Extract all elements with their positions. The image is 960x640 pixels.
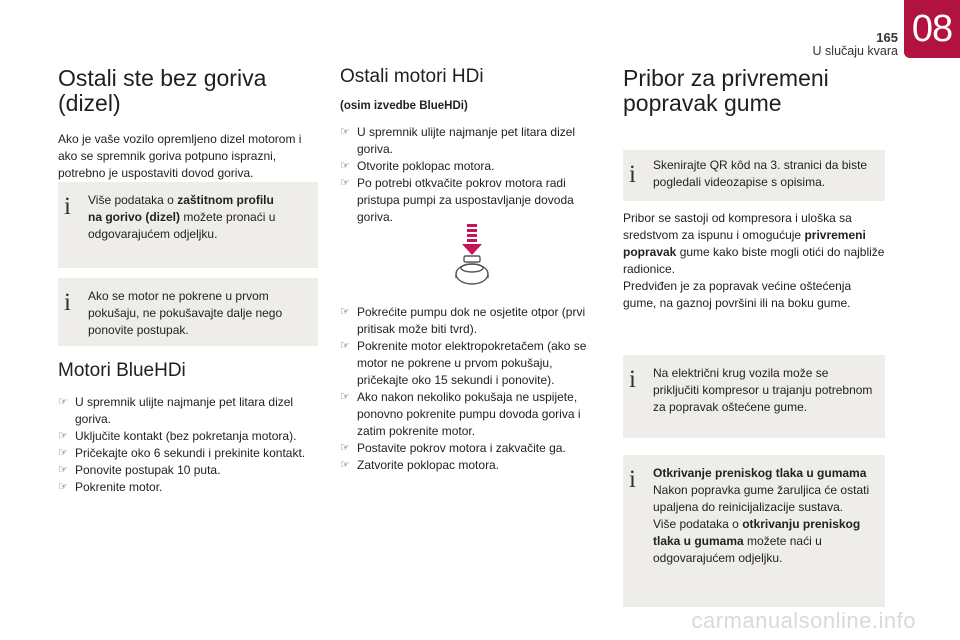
- list-item: ☞ U spremnik ulijte najmanje pet litara dizel goriva.: [340, 125, 576, 156]
- hand-pointer-icon: ☞: [58, 396, 68, 408]
- info-text: Više podataka o zaštitnom profilu na gorivo (dizel) možete pronaći u odgovarajućem odjeljku.: [88, 193, 276, 241]
- hand-pointer-icon: ☞: [340, 126, 350, 138]
- list-item: ☞ Postavite pokrov motora i zakvačite ga.: [340, 441, 566, 455]
- column-3: [623, 66, 885, 116]
- column-2: [340, 66, 602, 226]
- hdi-steps-b-wrap: [340, 304, 602, 474]
- fuel-pump-illustration: [446, 222, 500, 292]
- list-item: ☞ Ako nakon nekoliko pokušaja ne uspijete, ponovno pokrenite pumpu dovoda goriva i zatim pokrenite motor.: [340, 390, 581, 438]
- info-icon: i: [64, 193, 71, 220]
- list-item: ☞ Pričekajte oko 6 sekundi i prekinite kontakt.: [58, 446, 306, 460]
- chapter-title: U slučaju kvara: [812, 44, 898, 58]
- hand-pointer-icon: ☞: [340, 459, 350, 471]
- hand-pointer-icon: ☞: [58, 481, 68, 493]
- hand-pointer-icon: ☞: [340, 177, 350, 189]
- info-box-qr: [623, 150, 885, 201]
- section-subtitle: (osim izvedbe BlueHDi): [340, 100, 468, 112]
- watermark: carmanualsonline.info: [691, 608, 916, 633]
- hand-pointer-icon: ☞: [340, 306, 350, 318]
- bluehdi-section: [58, 360, 320, 496]
- info-icon: i: [629, 161, 636, 188]
- intro-paragraph: Ako je vaše vozilo opremljeno dizel motorom i ako se spremnik goriva potpuno isprazni, potrebno je uspostaviti dovod goriva.: [58, 132, 302, 180]
- page-number: 165: [876, 30, 898, 45]
- list-item: ☞ Po potrebi otkvačite pokrov motora radi pristupa pumpi za uspostavljanje dovoda goriva.: [340, 176, 574, 224]
- info-icon: i: [629, 466, 636, 493]
- list-item: ☞ Uključite kontakt (bez pokretanja motora).: [58, 429, 297, 443]
- bluehdi-steps: [58, 394, 320, 496]
- list-item: ☞ Otvorite poklopac motora.: [340, 159, 495, 173]
- hand-pointer-icon: ☞: [58, 464, 68, 476]
- hand-pointer-icon: ☞: [340, 391, 350, 403]
- hand-pointer-icon: ☞: [58, 430, 68, 442]
- list-item: ☞ Pokrenite motor elektropokretačem (ako se motor ne pokrene u prvom pokušaju, pričekajte oko 15 sekundi i ponovite).: [340, 339, 587, 387]
- list-item: ☞ Zatvorite poklopac motora.: [340, 458, 500, 472]
- info-icon: i: [629, 366, 636, 393]
- info-box-fuel-profile: [58, 182, 318, 268]
- section-title-bluehdi: Motori BlueHDi: [58, 360, 186, 381]
- tyre-kit-paragraph: [623, 210, 885, 312]
- chapter-badge: 08: [904, 0, 960, 58]
- list-item: ☞ Pokrenite motor.: [58, 480, 163, 494]
- info-icon: i: [64, 289, 71, 316]
- info-text: Na električni krug vozila može se priključiti kompresor u trajanju potrebnom za popravak oštećene gume.: [653, 366, 873, 414]
- hdi-steps-b: [340, 304, 602, 474]
- info-box-retry: [58, 278, 318, 346]
- info-text: Skenirajte QR kôd na 3. stranici da biste pogledali videozapise s opisima.: [653, 158, 868, 189]
- info-text: Otkrivanje preniskog tlaka u gumama Nakon popravka gume žaruljica će ostati upaljena do reinicijalizacije sustava. Više podataka o otkrivanju preniskog tlaka u gumama možete naći u odgovarajućem odjeljku.: [653, 466, 870, 565]
- section-title-tyre-kit: Pribor za privremeni popravak gume: [623, 65, 829, 116]
- info-box-pressure: [623, 455, 885, 607]
- description-paragraph: Pribor se sastoji od kompresora i uloška sa sredstvom za ispunu i omogućuje privremeni popravak gume kako biste mogli otići do najbliže radionice. Predviđen je za popravak većine oštećenja gume, na gaznoj površini ili na boku gume.: [623, 211, 885, 310]
- down-arrow-icon: [462, 224, 482, 255]
- hand-pointer-icon: ☞: [340, 442, 350, 454]
- list-item: ☞ Pokrećite pumpu dok ne osjetite otpor (prvi pritisak može biti tvrd).: [340, 305, 586, 336]
- pump-bulb-icon: [456, 256, 488, 284]
- column-1: [58, 66, 320, 182]
- section-title-hdi: Ostali motori HDi: [340, 66, 484, 87]
- hand-pointer-icon: ☞: [340, 340, 350, 352]
- section-title-fuel: Ostali ste bez goriva (dizel): [58, 65, 267, 116]
- hdi-steps-a: [340, 124, 602, 226]
- list-item: ☞ Ponovite postupak 10 puta.: [58, 463, 221, 477]
- info-text: Ako se motor ne pokrene u prvom pokušaju, ne pokušavajte dalje nego ponovite postupak.: [88, 289, 283, 337]
- list-item: ☞ U spremnik ulijte najmanje pet litara dizel goriva.: [58, 395, 294, 426]
- hand-pointer-icon: ☞: [58, 447, 68, 459]
- hand-pointer-icon: ☞: [340, 160, 350, 172]
- info-box-compressor: [623, 355, 885, 438]
